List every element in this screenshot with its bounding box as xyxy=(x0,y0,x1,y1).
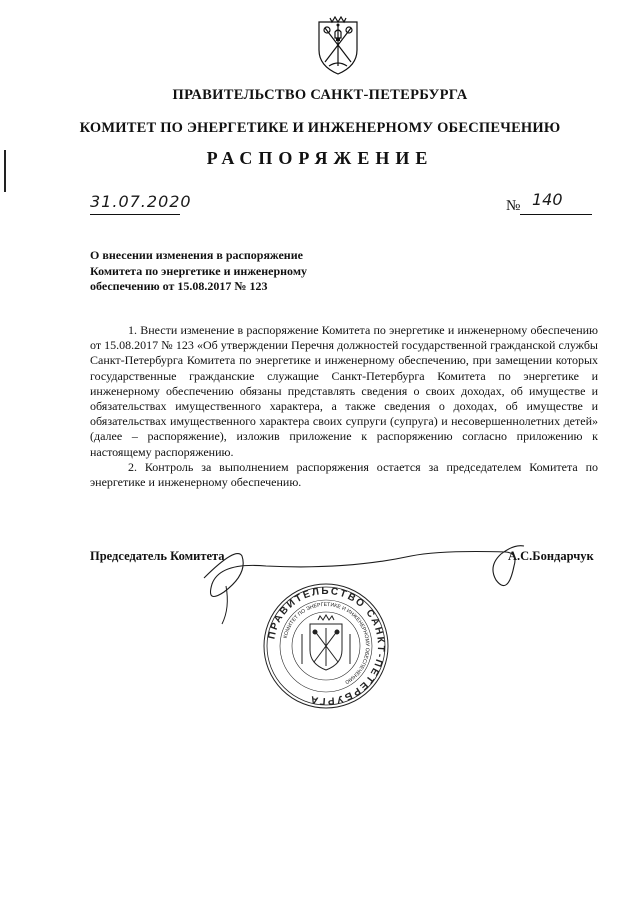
document-number: 140 xyxy=(532,190,563,209)
document-subject: О внесении изменения в распоряжение Комитета по энергетике и инженерному обеспечению от 15.08.2017 № 123 xyxy=(90,248,307,293)
svg-text:ПРАВИТЕЛЬСТВО САНКТ-ПЕТЕРБУРГА: ПРАВИТЕЛЬСТВО САНКТ-ПЕТЕРБУРГА xyxy=(266,585,387,707)
official-seal-icon xyxy=(262,582,390,710)
svg-text:КОМИТЕТ ПО ЭНЕРГЕТИКЕ И ИНЖЕНЕ: КОМИТЕТ ПО ЭНЕРГЕТИКЕ И ИНЖЕНЕРНОМУ ОБЕСПЕЧЕНИЮ xyxy=(282,601,371,685)
paragraph-2: 2. Контроль за выполнением распоряжения остается за председателем Комитета по энергетике и инженерному обеспечению. xyxy=(90,459,598,490)
government-name: ПРАВИТЕЛЬСТВО САНКТ-ПЕТЕРБУРГА xyxy=(172,87,468,103)
document-type: РАСПОРЯЖЕНИЕ xyxy=(206,148,434,168)
document-body xyxy=(90,323,598,490)
paragraph-1: 1. Внести изменение в распоряжение Комитета по энергетике и инженерному обеспечению от 15.08.2017 № 123 «Об утверждении Перечня должностей государственной гражданской службы Санкт-Петербурга Комитета по энергетике и инженерному обеспечению, при замещении которых государственные гражданские служащие Санкт-Петербурга Комитета по энергетике и инженерному обеспечению обязаны представлять сведения о своих доходах, об имуществе и обязательствах имущественного характера, а также сведения о доходах, об имуществе и обязательствах имущественного характера своих супруги (супруга) и несовершеннолетних детей» (далее – распоряжение), изложив приложение к распоряжению согласно приложению к настоящему распоряжению. xyxy=(90,323,598,459)
number-label: № xyxy=(506,198,521,214)
committee-name: КОМИТЕТ ПО ЭНЕРГЕТИКЕ И ИНЖЕНЕРНОМУ ОБЕСПЕЧЕНИЮ xyxy=(79,120,561,136)
signer-name: А.С.Бондарчук xyxy=(508,549,594,563)
signer-title: Председатель Комитета xyxy=(90,549,225,563)
document-date: 31.07.2020 xyxy=(90,192,192,211)
crest-icon xyxy=(315,16,361,78)
